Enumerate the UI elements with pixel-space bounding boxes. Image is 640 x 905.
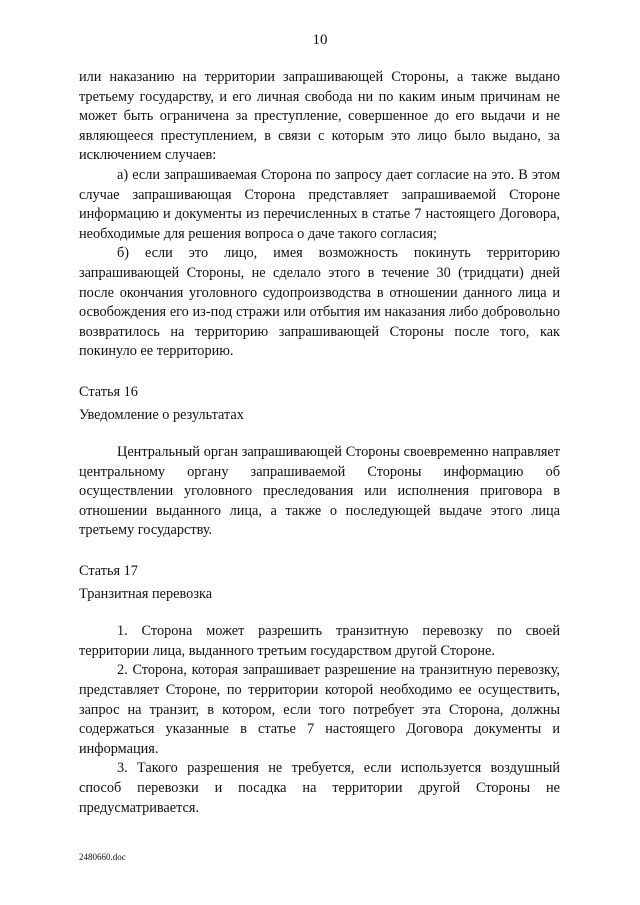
document-footer: 2480660.doc [79, 852, 126, 862]
article-17-paragraph-3: 3. Такого разрешения не требуется, если используется воздушный способ перевозки и посадка на территории другой Стороны не предусматривается. [79, 760, 560, 816]
article-16-title: Уведомление о результатах [79, 406, 244, 423]
article-16-paragraph: Центральный орган запрашивающей Стороны своевременно направляет центральному органу запрашиваемой Стороны информацию об осуществлении уголовного преследования или исполнения приговора в отношении выданного лица, а также о последующей выдаче этого лица третьему государству. [79, 444, 560, 539]
article-17-paragraph-2: 2. Сторона, которая запрашивает разрешение на транзитную перевозку, представляет Стороне, по территории которой необходимо ее осуществить, запрос на транзит, в котором, если того потребует эта Сторона, должны содержаться указанные в статье 7 настоящего Договора документы и информация. [79, 662, 560, 757]
article-17-paragraph-1: 1. Сторона может разрешить транзитную перевозку по своей территории лица, выданного третьим государством другой Стороне. [79, 623, 560, 659]
article-17-title: Транзитная перевозка [79, 585, 213, 602]
list-item-a: а) если запрашиваемая Сторона по запросу дает согласие на это. В этом случае запрашивающая Сторона представляет запрашиваемой Стороне информацию и документы из перечисленных в статье 7 настоящего Договора, необходимые для решения вопроса о даче такого согласия; [79, 166, 560, 242]
article-17-number: Статья 17 [79, 563, 138, 580]
page-number: 10 [312, 32, 328, 48]
list-item-b: б) если это лицо, имея возможность покинуть территорию запрашивающей Стороны, не сделало этого в течение 30 (тридцати) дней после окончания уголовного судопроизводства в отношении данного лица и освобождения его из-под стражи или отбытия им наказания либо добровольно возвратилось на территорию запрашивающей Стороны после того, как покинуло ее территорию. [79, 245, 560, 360]
document-body [79, 68, 560, 818]
article-16-number: Статья 16 [79, 383, 138, 400]
continuation-paragraph: или наказанию на территории запрашивающей Стороны, а также выдано третьему государству, и его личная свобода ни по каким иным причинам не может быть ограничена за преступление, совершенное до его выдачи и не являющееся преступлением, в связи с которым это лицо было выдано, за исключением случаев: [79, 69, 560, 164]
